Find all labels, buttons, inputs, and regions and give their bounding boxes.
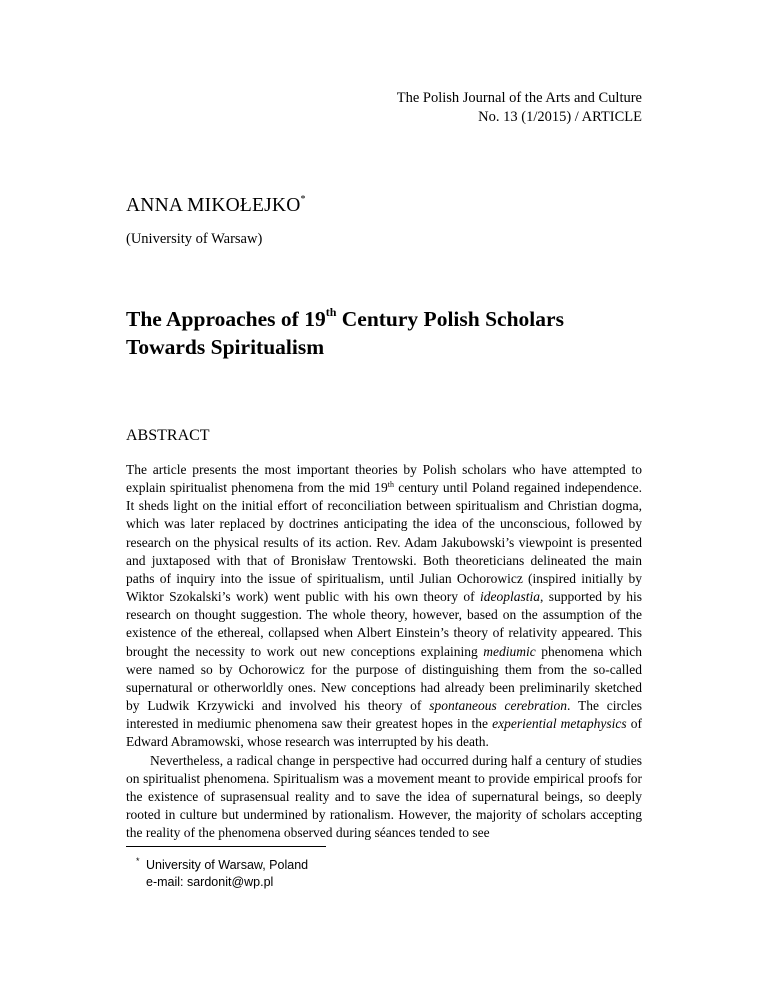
article-title [126, 298, 646, 361]
author-affiliation: (University of Warsaw) [126, 231, 263, 247]
footnote-divider [126, 846, 326, 847]
author-name [126, 194, 306, 217]
term-mediumic: mediumic [483, 643, 536, 659]
term-ideoplastia: ideoplastia [479, 589, 540, 605]
title-part-2: Century Polish Scholars Towards Spiritualism [126, 307, 564, 359]
abstract-text: , supported by his research on thought suggestion. The whole theory, however, based on the assumption of the existence of the ethereal, collapsed when Albert Einstein’s theory of relativity appeared. This brought the necessity to work out new conceptions explaining [126, 589, 642, 659]
journal-issue: No. 13 (1/2015) / ARTICLE [478, 109, 642, 125]
abstract-superscript: th [387, 480, 394, 490]
abstract-paragraph-1 [126, 461, 642, 752]
abstract-text: . The circles interested in mediumic phenomena saw their greatest hopes in the [126, 698, 643, 732]
abstract-text: phenomena which were named so by Ochorowicz for the purpose of distinguishing them from the so-called supernatural or otherworldly ones. New conceptions had already been preliminarily sketched by Ludwik Krzywicki and involved his theory of [126, 643, 643, 714]
abstract-text: century until Poland regained independence. It sheds light on the initial effort of reconciliation between spiritualism and Christian dogma, which was later replaced by doctrines anticipating the idea of the unconscious, followed by research on the physical results of its action. Rev. Adam Jakubowski’s viewpoint is presented and juxtaposed with that of Bronisław Trentowski. Both theoreticians delineated the main paths of inquiry into the issue of spiritualism, until Julian Ochorowicz (inspired initially by Wiktor Szokalski’s work) went public with his own theory of [126, 480, 643, 605]
abstract-paragraph-2: Nevertheless, a radical change in perspective had occurred during half a century of studies on spiritualist phenomena. Spiritualism was a movement meant to provide empirical proofs for the existence of suprasensual reality and to save the idea of supernatural beings, so deeply rooted in culture but undermined by rationalism. However, the majority of scholars accepting the reality of the phenomena observed during séances tended to see [126, 752, 642, 841]
footnote [136, 856, 309, 890]
abstract-body [126, 461, 642, 842]
footnote-mark: * [136, 856, 140, 866]
term-spontaneous-cerebration: spontaneous cerebration [429, 698, 568, 714]
footnote-email[interactable]: e-mail: sardonit@wp.pl [146, 874, 274, 889]
author-name-text: ANNA MIKOŁEJKO [126, 195, 301, 216]
abstract-heading: ABSTRACT [126, 427, 210, 444]
journal-header [397, 89, 642, 127]
title-superscript: th [325, 305, 337, 319]
term-experiential-metaphysics: experiential metaphysics [492, 716, 627, 732]
footnote-affiliation: University of Warsaw, Poland [146, 858, 309, 872]
title-part-1: The Approaches of 19 [126, 307, 326, 331]
abstract-text: The article presents the most important theories by Polish scholars who have attempted to explain spiritualist phenomena from the mid 19 [126, 462, 642, 496]
author-footnote-mark[interactable]: * [300, 194, 306, 205]
journal-name: The Polish Journal of the Arts and Culture [396, 90, 642, 106]
abstract-text: of Edward Abramowski, whose research was interrupted by his death. [126, 716, 642, 750]
